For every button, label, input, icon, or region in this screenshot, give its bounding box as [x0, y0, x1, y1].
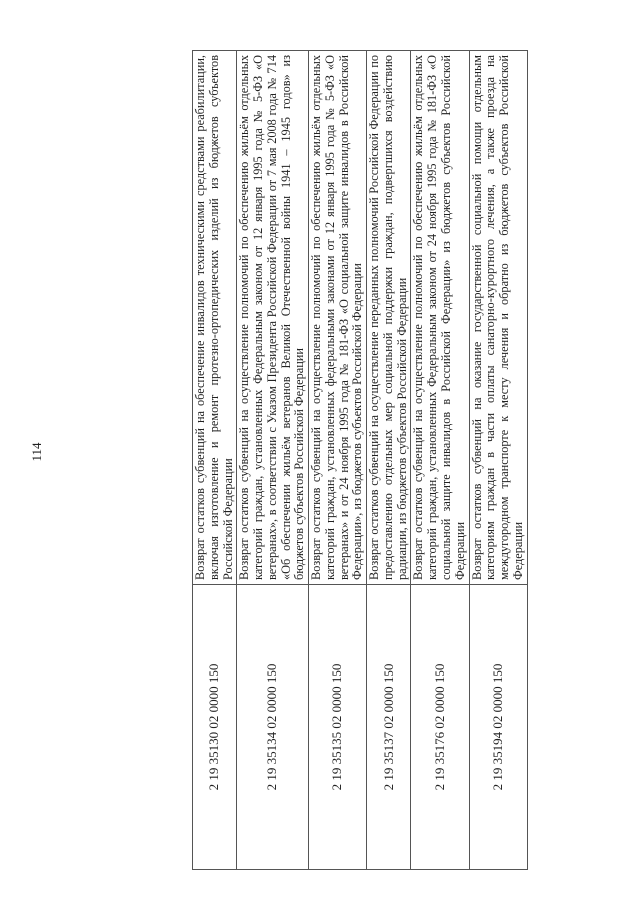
table-row	[237, 51, 309, 870]
description-cell: Возврат остатков субвенций на осуществление полномочий по обеспечению жильём отдельных категорий граждан, установленных Федеральным законом от 24 ноября 1995 года № 181-ФЗ «О социальной защите инвалидов в Российской Федерации» из бюджетов субъектов Российской Федерации	[411, 51, 469, 585]
table-row	[367, 51, 411, 870]
budget-codes-table	[192, 50, 528, 870]
rotated-content	[192, 50, 640, 870]
code-cell: 2 19 35135 02 0000 150	[309, 585, 367, 870]
code-cell: 2 19 35134 02 0000 150	[237, 585, 309, 870]
description-cell: Возврат остатков субвенций на обеспечение инвалидов техническими средствами реабилитации, включая изготовление и ремонт протезно-ортопедических изделий из бюджетов субъектов Российской Федерации	[193, 51, 237, 585]
table-row	[309, 51, 367, 870]
table-row	[469, 51, 527, 870]
description-cell: Возврат остатков субвенций на осуществление переданных полномочий Российской Федерации по предоставлению отдельных мер социальной поддержки граждан, подвергшихся воздействию радиации, из бюджетов субъектов Российской Федерации	[367, 51, 411, 585]
description-cell: Возврат остатков субвенций на осуществление полномочий по обеспечению жильём отдельных категорий граждан, установленных федеральными законами от 12 января 1995 года № 5-ФЗ «О ветеранах» и от 24 ноября 1995 года № 181-ФЗ «О социальной защите инвалидов в Российской Федерации», из бюджетов субъектов Российской Федерации	[309, 51, 367, 585]
code-cell: 2 19 35137 02 0000 150	[367, 585, 411, 870]
code-cell: 2 19 35194 02 0000 150	[469, 585, 527, 870]
code-cell: 2 19 35130 02 0000 150	[193, 585, 237, 870]
description-cell: Возврат остатков субвенций на осуществление полномочий по обеспечению жильём отдельных категорий граждан, установленных Федеральным законом от 12 января 1995 года № 5-ФЗ «О ветеранах», в соответствии с Указом Президента Российской Федерации от 7 мая 2008 года № 714 «Об обеспечении жильём ветеранов Великой Отечественной войны 1941 – 1945 годов» из бюджетов субъектов Российской Федерации	[237, 51, 309, 585]
table-row	[411, 51, 469, 870]
description-cell: Возврат остатков субвенций на оказание государственной социальной помощи отдельным категориям граждан в части оплаты санаторно-курортного лечения, а также проезда на междугородном транспорте к месту лечения и обратно из бюджетов субъектов Российской Федерации	[469, 51, 527, 585]
table-row	[193, 51, 237, 870]
code-cell: 2 19 35176 02 0000 150	[411, 585, 469, 870]
page-number: 114	[29, 442, 44, 462]
